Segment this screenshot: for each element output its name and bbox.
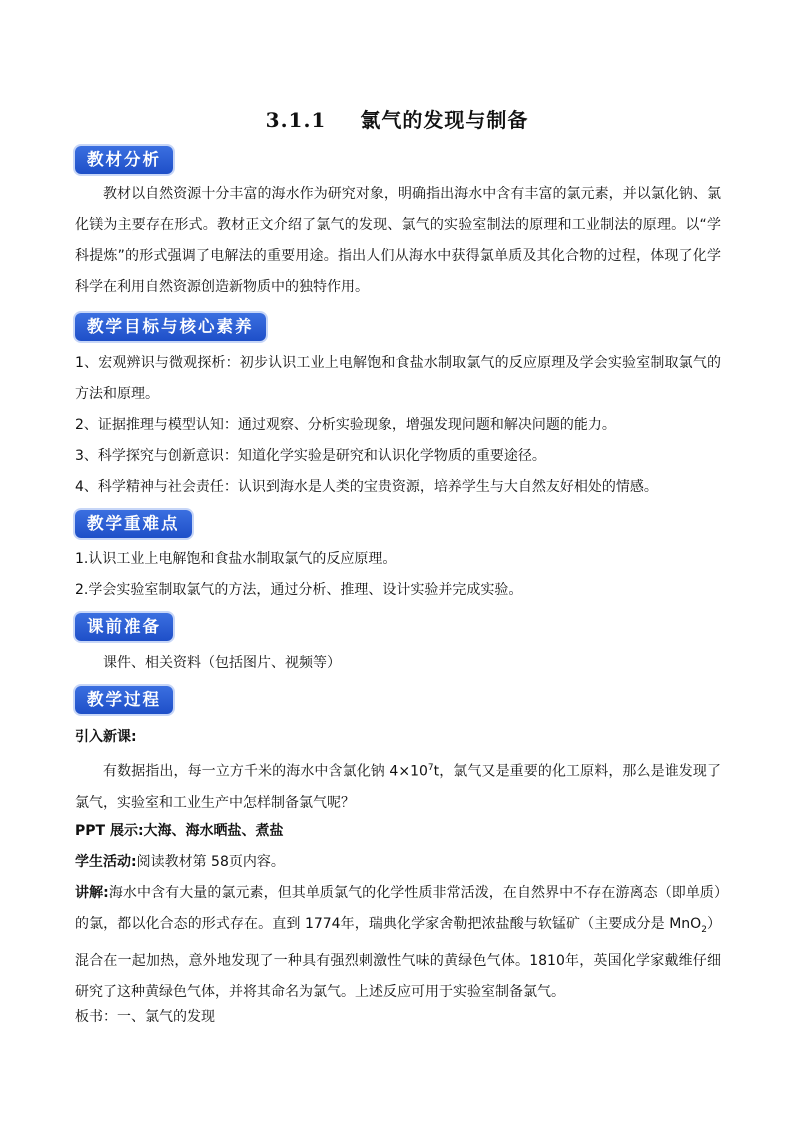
intro-exponent: 7 xyxy=(427,763,434,773)
goal-item-2: 2、证据推理与模型认知：通过观察、分析实验现象，增强发现问题和解决问题的能力。 xyxy=(75,417,616,433)
ppt-text: 大海、海水晒盐、煮盐 xyxy=(143,823,284,839)
intro-paragraph xyxy=(75,753,721,819)
key-point-1: 1.认识工业上电解饱和食盐水制取氯气的反应原理。 xyxy=(75,551,397,567)
prep-text: 课件、相关资料（包括图片、视频等） xyxy=(103,655,341,671)
title-number: 3.1.1 xyxy=(265,108,327,132)
goal-item-4: 4、科学精神与社会责任：认识到海水是人类的宝贵资源，培养学生与大自然友好相处的情感。 xyxy=(75,479,658,495)
student-label: 学生活动: xyxy=(75,854,137,870)
section-badge-process: 教学过程 xyxy=(75,686,173,714)
explain-paragraph xyxy=(75,878,721,1008)
explain-label: 讲解: xyxy=(75,885,109,901)
goal-item-3: 3、科学探究与创新意识：知道化学实验是研究和认识化学物质的重要途径。 xyxy=(75,448,546,464)
explain-text-a: 海水中含有大量的氯元素，但其单质氯气的化学性质非常活泼，在自然界中不存在游离态（即单质）的氯，都以化合态的形式存在。直到 1774年，瑞典化学家舍勒把浓盐酸与软锰矿（主要成分是 MnO xyxy=(75,885,721,932)
student-text: 阅读教材第 58页内容。 xyxy=(136,854,285,870)
section-badge-goals: 教学目标与核心素养 xyxy=(75,313,266,341)
section-badge-key-points: 教学重难点 xyxy=(75,510,192,538)
goal-item-1: 1、宏观辨识与微观探析：初步认识工业上电解饱和食盐水制取氯气的反应原理及学会实验室制取氯气的方法和原理。 xyxy=(75,355,721,402)
analysis-paragraph: 教材以自然资源十分丰富的海水作为研究对象，明确指出海水中含有丰富的氯元素，并以氯化钠、氯化镁为主要存在形式。教材正文介绍了氯气的发现、氯气的实验室制法的原理和工业制法的原理。以“学科提炼”的形式强调了电解法的重要用途。指出人们从海水中获得氯单质及其化合物的过程，体现了化学科学在利用自然资源创造新物质中的独特作用。 xyxy=(75,186,721,295)
section-badge-prep: 课前准备 xyxy=(75,613,173,641)
explain-text-b: ）混合在一起加热，意外地发现了一种具有强烈刺激性气味的黄绿色气体。1810年，英国化学家戴维仔细研究了这种黄绿色气体，并将其命名为氯气。上述反应可用于实验室制备氯气。 xyxy=(75,916,722,1000)
explain-subscript: 2 xyxy=(701,924,707,935)
ppt-line xyxy=(75,816,721,847)
title-text: 氯气的发现与制备 xyxy=(360,108,529,132)
page-title xyxy=(0,104,794,133)
intro-label: 引入新课: xyxy=(75,729,137,745)
board-note: 板书：一、氯气的发现 xyxy=(75,1009,215,1025)
intro-text-a: 有数据指出，每一立方千米的海水中含氯化钠 4×10 xyxy=(103,763,428,780)
ppt-label: PPT 展示: xyxy=(75,823,144,839)
intro-text-b: t，氯气又是重要的化工原料，那么是谁发现了氯气，实验室和工业生产中怎样制备氯气呢？ xyxy=(75,763,721,811)
key-point-2: 2.学会实验室制取氯气的方法，通过分析、推理、设计实验并完成实验。 xyxy=(75,582,523,598)
section-badge-analysis: 教材分析 xyxy=(75,146,173,174)
student-line xyxy=(75,847,721,878)
